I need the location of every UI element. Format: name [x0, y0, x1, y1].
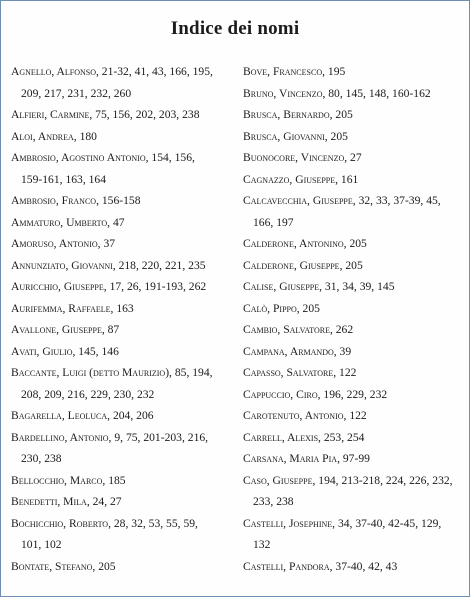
index-entry: [11, 212, 226, 234]
index-entry-line: Baccante, Luigi (detto Maurizio), 85, 194,: [11, 366, 213, 379]
index-entry: [11, 405, 226, 427]
index-entry-line: Castelli, Pandora, 37-40, 42, 43: [243, 559, 398, 573]
index-entry-line: Aloi, Andrea, 180: [11, 129, 97, 143]
index-entry: [243, 104, 461, 126]
index-entry-line: Brusca, Giovanni, 205: [243, 129, 348, 143]
index-entry-line: Cambio, Salvatore, 262: [243, 323, 354, 336]
index-entry: [11, 341, 226, 363]
index-entry-line: Auricchio, Giuseppe, 17, 26, 191-193, 262: [11, 280, 207, 293]
index-entry-line: Calderone, Giuseppe, 205: [243, 258, 363, 272]
index-entry-line: Annunziato, Giovanni, 218, 220, 221, 235: [11, 258, 206, 272]
index-entry-line: Ammaturo, Umberto, 47: [11, 215, 125, 229]
index-entry-line: Carotenuto, Antonio, 122: [243, 409, 367, 422]
index-entry: [11, 298, 226, 320]
index-entry-line: Campana, Armando, 39: [243, 344, 352, 358]
index-entry-continuation: 166, 197: [253, 215, 294, 229]
index-entry: [243, 384, 461, 406]
index-entry: [11, 276, 226, 298]
index-entry-line: Amoruso, Antonio, 37: [11, 237, 116, 250]
index-entry-line: Agnello, Alfonso, 21-32, 41, 43, 166, 195,: [11, 65, 213, 78]
index-entry-line: Benedetti, Mila, 24, 27: [11, 495, 122, 508]
index-entry-continuation: 159-161, 163, 164: [21, 172, 107, 186]
index-entry: [11, 147, 226, 190]
index-entry-line: Brusca, Bernardo, 205: [243, 108, 353, 121]
index-entry: [243, 233, 461, 255]
index-entry-line: Calderone, Antonino, 205: [243, 237, 367, 250]
page-title: Indice dei nomi: [170, 18, 300, 39]
index-entry-line: Bove, Francesco, 195: [243, 65, 346, 78]
index-entry: [243, 556, 461, 578]
index-entry: [243, 190, 461, 233]
index-entry-continuation: 209, 217, 231, 232, 260: [21, 86, 132, 100]
index-entry: [243, 126, 461, 148]
index-entry-continuation: 233, 238: [253, 495, 294, 508]
index-entry: [243, 276, 461, 298]
index-entry: [243, 147, 461, 169]
index-entry-line: Castelli, Josephine, 34, 37-40, 42-45, 129,: [243, 516, 442, 530]
index-entry: [11, 362, 226, 405]
index-entry-line: Ambrosio, Agostino Antonio, 154, 156,: [11, 151, 195, 164]
index-entry-continuation: 208, 209, 216, 229, 230, 232: [21, 387, 155, 401]
index-entry-line: Aurifemma, Raffaele, 163: [11, 301, 134, 315]
index-entry: [243, 341, 461, 363]
index-entry: [11, 255, 226, 277]
index-column-left: [11, 61, 226, 577]
index-entry: [11, 470, 226, 492]
index-entry: [243, 427, 461, 449]
index-entry: [11, 190, 226, 212]
index-entry-line: Avati, Giulio, 145, 146: [11, 344, 119, 358]
index-entry: [243, 298, 461, 320]
index-entry-line: Carrell, Alexis, 253, 254: [243, 430, 365, 444]
index-entry: [243, 61, 461, 83]
index-entry-line: Avallone, Giuseppe, 87: [11, 323, 120, 336]
index-entry: [11, 319, 226, 341]
index-column-right: [243, 61, 461, 577]
index-entry: [243, 362, 461, 384]
index-entry-line: Buonocore, Vincenzo, 27: [243, 151, 362, 164]
index-entry: [243, 319, 461, 341]
index-entry-line: Calise, Giuseppe, 31, 34, 39, 145: [243, 280, 395, 293]
index-entry: [243, 470, 461, 513]
index-entry-line: Alfieri, Carmine, 75, 156, 202, 203, 238: [11, 108, 200, 121]
index-entry: [11, 427, 226, 470]
index-entry: [243, 405, 461, 427]
index-entry-line: Bochicchio, Roberto, 28, 32, 53, 55, 59,: [11, 516, 198, 530]
index-entry: [243, 169, 461, 191]
index-entry-line: Cappuccio, Ciro, 196, 229, 232: [243, 387, 388, 401]
index-entry-line: Bellocchio, Marco, 185: [11, 473, 126, 487]
index-entry: [11, 126, 226, 148]
index-entry: [11, 491, 226, 513]
index-entry-line: Capasso, Salvatore, 122: [243, 366, 357, 379]
index-entry: [11, 513, 226, 556]
index-entry-line: Calcavecchia, Giuseppe, 32, 33, 37-39, 45,: [243, 194, 441, 207]
index-entry-continuation: 132: [253, 538, 271, 551]
index-entry-continuation: 230, 238: [21, 452, 62, 465]
index-entry-line: Cagnazzo, Giuseppe, 161: [243, 172, 359, 186]
index-entry: [11, 556, 226, 578]
index-entry: [243, 448, 461, 470]
index-entry-line: Ambrosio, Franco, 156-158: [11, 194, 141, 207]
index-entry-line: Caso, Giuseppe, 194, 213-218, 224, 226, 232,: [243, 473, 453, 487]
index-entry: [11, 233, 226, 255]
index-entry: [243, 255, 461, 277]
index-entry: [243, 513, 461, 556]
index-entry: [11, 104, 226, 126]
index-entry-line: Bardellino, Antonio, 9, 75, 201-203, 216,: [11, 430, 209, 444]
index-entry-continuation: 101, 102: [21, 538, 62, 551]
index-entry-line: Bagarella, Leoluca, 204, 206: [11, 409, 154, 422]
index-entry-line: Bontate, Stefano, 205: [11, 559, 116, 573]
index-entry-line: Bruno, Vincenzo, 80, 145, 148, 160-162: [243, 86, 431, 100]
index-entry-line: Calò, Pippo, 205: [243, 301, 320, 315]
index-entry-line: Carsana, Maria Pia, 97-99: [243, 452, 370, 465]
index-entry: [11, 61, 226, 104]
index-entry: [243, 83, 461, 105]
